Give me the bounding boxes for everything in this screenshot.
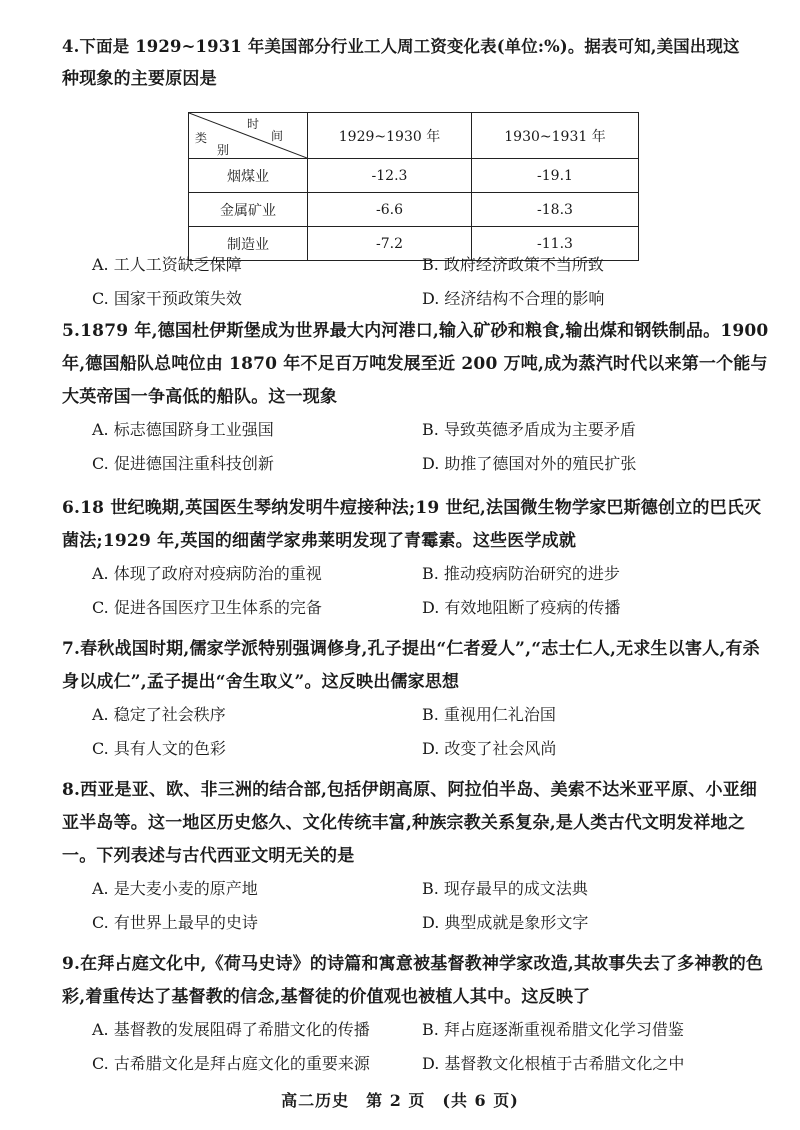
header-time-char-2: 间 [271, 129, 284, 143]
question-7 [62, 633, 774, 767]
page-footer: 高二历史 第 2 页 (共 6 页) [281, 1091, 519, 1110]
column-header-1929-1930: 1929~1930 年 [308, 113, 472, 159]
question-4-stem-line-2: 种现象的主要原因是 [62, 69, 217, 89]
option-c[interactable]: C. 国家干预政策失效 [92, 289, 242, 308]
option-b[interactable]: B. 现存最早的成文法典 [422, 879, 588, 898]
option-d[interactable]: D. 改变了社会风尚 [422, 739, 557, 758]
option-a[interactable]: A. 标志德国跻身工业强国 [92, 420, 274, 439]
cell-value: -6.6 [308, 193, 472, 227]
option-c[interactable]: C. 有世界上最早的史诗 [92, 913, 258, 932]
option-b[interactable]: B. 推动疫病防治研究的进步 [422, 564, 620, 583]
option-a[interactable]: A. 稳定了社会秩序 [92, 705, 226, 724]
header-time-char-1: 时 [247, 117, 260, 131]
question-9 [62, 948, 774, 1082]
option-b[interactable]: B. 重视用仁礼治国 [422, 705, 556, 724]
option-b[interactable]: B. 拜占庭逐渐重视希腊文化学习借鉴 [422, 1020, 684, 1039]
option-c[interactable]: C. 促进各国医疗卫生体系的完备 [92, 598, 322, 617]
table-header-row [189, 113, 639, 159]
option-d[interactable]: D. 有效地阻断了疫病的传播 [422, 598, 621, 617]
question-4 [62, 30, 774, 96]
option-d[interactable]: D. 基督教文化根植于古希腊文化之中 [422, 1054, 685, 1073]
cell-value: -11.3 [472, 227, 639, 261]
header-category-char-1: 类 [195, 131, 208, 145]
cell-value: -19.1 [472, 159, 639, 193]
cell-value: -7.2 [308, 227, 472, 261]
option-d[interactable]: D. 助推了德国对外的殖民扩张 [422, 454, 637, 473]
option-d[interactable]: D. 典型成就是象形文字 [422, 913, 589, 932]
question-8-stem: 8.西亚是亚、欧、非三洲的结合部,包括伊朗高原、阿拉伯半岛、美索不达米亚平原、小亚细亚半岛等。这一地区历史悠久、文化传统丰富,种族宗教关系复杂,是人类古代文明发祥地之一。下列表述与古代西亚文明无关的是 [62, 780, 758, 866]
column-header-1930-1931: 1930~1931 年 [472, 113, 639, 159]
question-5-stem: 5.1879 年,德国杜伊斯堡成为世界最大内河港口,输入矿砂和粮食,输出煤和钢铁制品。1900 年,德国船队总吨位由 1870 年不足百万吨发展至近 200 万吨,成为蒸汽时代以来第一个能与大英帝国一争高低的船队。这一现象 [62, 321, 769, 407]
option-b[interactable]: B. 导致英德矛盾成为主要矛盾 [422, 420, 636, 439]
option-b[interactable]: B. 政府经济政策不当所致 [422, 255, 604, 274]
row-label: 金属矿业 [189, 193, 308, 227]
table-diagonal-header-cell [189, 113, 308, 159]
option-c[interactable]: C. 促进德国注重科技创新 [92, 454, 274, 473]
cell-value: -12.3 [308, 159, 472, 193]
option-a[interactable]: A. 体现了政府对疫病防治的重视 [92, 564, 322, 583]
option-c[interactable]: C. 古希腊文化是拜占庭文化的重要来源 [92, 1054, 370, 1073]
option-c[interactable]: C. 具有人文的色彩 [92, 739, 226, 758]
question-7-stem: 7.春秋战国时期,儒家学派特别强调修身,孔子提出“仁者爱人”,“志士仁人,无求生以害人,有杀身以成仁”,孟子提出“舍生取义”。这反映出儒家思想 [62, 639, 760, 692]
cell-value: -18.3 [472, 193, 639, 227]
table-row [189, 159, 639, 193]
header-category-char-2: 别 [217, 143, 230, 157]
option-d[interactable]: D. 经济结构不合理的影响 [422, 289, 605, 308]
question-6 [62, 492, 774, 626]
row-label: 烟煤业 [189, 159, 308, 193]
question-8 [62, 774, 774, 941]
question-5 [62, 315, 774, 482]
table-row [189, 193, 639, 227]
option-a[interactable]: A. 基督教的发展阻碍了希腊文化的传播 [92, 1020, 370, 1039]
question-6-stem: 6.18 世纪晚期,英国医生琴纳发明牛痘接种法;19 世纪,法国微生物学家巴斯德创立的巴氏灭菌法;1929 年,英国的细菌学家弗莱明发现了青霉素。这些医学成就 [62, 498, 762, 551]
question-9-stem: 9.在拜占庭文化中,《荷马史诗》的诗篇和寓意被基督教神学家改造,其故事失去了多神教的色彩,着重传达了基督教的信念,基督徒的价值观也被植人其中。这反映了 [62, 954, 764, 1007]
question-4-options [62, 249, 774, 317]
wage-change-table [188, 112, 639, 261]
question-4-stem-line-1: 4.下面是 1929~1931 年美国部分行业工人周工资变化表(单位:%)。据表可知,美国出现这 [62, 37, 740, 56]
option-a[interactable]: A. 是大麦小麦的原产地 [92, 879, 258, 898]
row-label: 制造业 [189, 227, 308, 261]
option-a[interactable]: A. 工人工资缺乏保障 [92, 255, 242, 274]
